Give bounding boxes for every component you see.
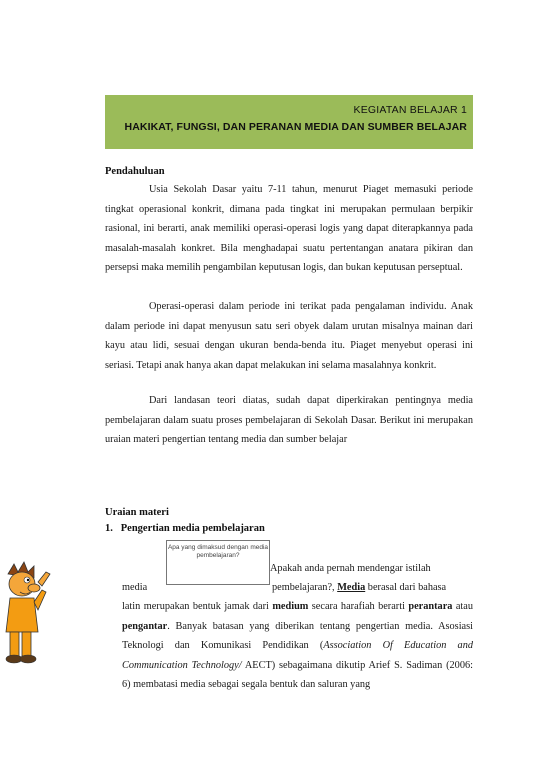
lesson-number: KEGIATAN BELAJAR 1 (353, 104, 467, 116)
lesson-title: HAKIKAT, FUNGSI, DAN PERANAN MEDIA DAN SUMBER BELAJAR (124, 121, 467, 133)
subsection-heading (105, 523, 265, 534)
uraian-line-2: media pembelajaran?, Media berasal dari bahasa (122, 582, 447, 593)
question-callout-box: Apa yang dimaksud dengan media pembelajaran? (166, 540, 270, 585)
paragraph-3: Dari landasan teori diatas, sudah dapat diperkirakan pentingnya media pembelajaran dalam suatu proses pembelajaran di Sekolah Dasar. Berikut ini merupakan uraian materi pengertian tentang media dan sumber belajar (105, 395, 473, 445)
lesson-header-banner (105, 95, 473, 149)
paragraph-2: Operasi-operasi dalam periode ini terikat pada pengalaman individu. Anak dalam periode ini dapat menyusun satu seri obyek dalam urutan misalnya mainan dari kayu atau lidi, sesuai dengan ukuran benda-benda itu. Piaget menyebut operasi ini seriasi. Tetapi anak hanya akan dapat melakukan ini selama masalahnya konkrit. (105, 301, 473, 371)
cartoon-character-icon (0, 560, 60, 670)
uraian-paragraph: latin merupakan bentuk jamak dari medium secara harafiah berarti perantara atau pengantar. Banyak batasan yang diberikan tentang pengertian media. Asosiasi Teknologi dan Komunikasi Pendidikan (Association Of Education and Communication Technology/ AECT) sebagaimana dikutip Arief S. Sadiman (2006: 6) membatasi media sebagai segala bentuk dan saluran yang (122, 601, 474, 690)
section-heading-pendahuluan: Pendahuluan (105, 166, 165, 177)
pengantar-term: pengantar (122, 620, 168, 632)
subsection-number: 1. (105, 523, 113, 534)
media-term: Media (337, 582, 366, 593)
uraian-line-1: Apakah anda pernah mendengar istilah (270, 563, 431, 574)
medium-term: medium (272, 601, 309, 612)
subsection-title: Pengertian media pembelajaran (120, 523, 265, 534)
perantara-term: perantara (408, 601, 453, 612)
aect-term: Association Of Education and Communication Technology/ (122, 640, 474, 671)
paragraph-1: Usia Sekolah Dasar yaitu 7-11 tahun, menurut Piaget memasuki periode tingkat operasional konkrit, dimana pada tingkat ini merupakan permulaan berpikir rasional, ini berarti, anak memiliki operasi-operasi logis yang dapat diterapkannya pada masalah-masalah konkret. Bila menghadapai suatu pertentangan anatara pikiran dan persepsi maka memilih pengambilan keputusan logis, dan bukan keputusan perseptual. (105, 184, 473, 273)
section-heading-uraian: Uraian materi (105, 507, 169, 518)
